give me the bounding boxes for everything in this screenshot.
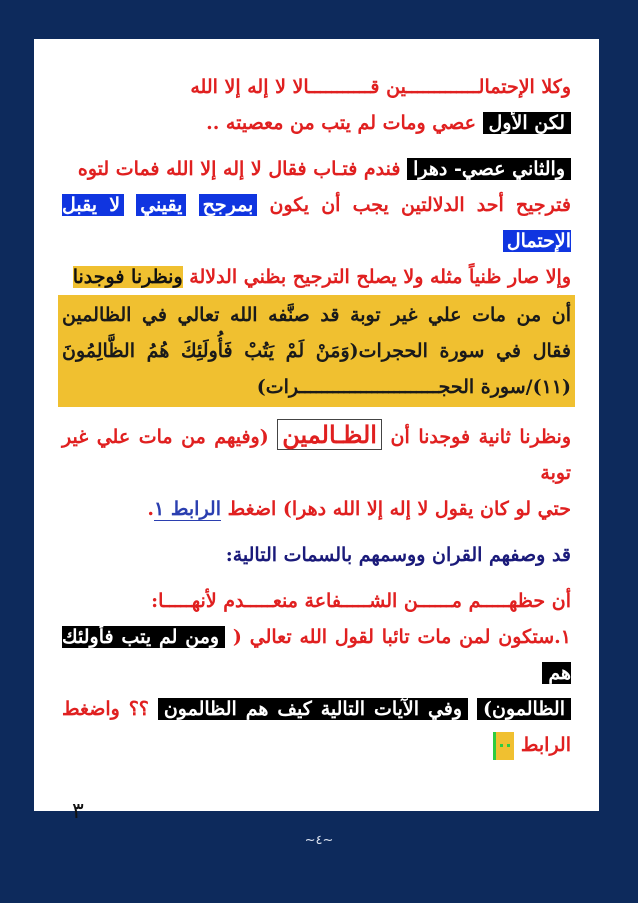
p3-highlight-no-ihtimal: لا يقبل الإحتمال	[62, 194, 571, 252]
paragraph-5: ونظرنا ثانية فوجدنا أن الظـالمين (وفيهم من مات علي غير توبة حتي لو كان يقول لا إله إلا الله دهرا) اضغط الرابط ١.	[62, 420, 572, 520]
page-number: ٣	[72, 799, 84, 824]
p8-highlight-verse-1: ومن لم يتب فأولئك هم	[62, 626, 571, 684]
p1-line1: وكلا الإحتمالـــــــــــــين قـــــــــــالا لا إله إلا الله	[190, 76, 571, 98]
document-page	[34, 39, 599, 824]
p4-text: أن من مات علي غير توبة قد صنَّفه الله تعالي في الظالمين فقال في سورة الحجرات(وَمَنْ لَمْ يَتُبْ فَأُولَئِكَ هُمُ الظَّالِمُونَ (١١)/سورة الحجـــــــــــــــــــــــــرات)	[62, 304, 571, 398]
footer-page-label: ~٤~	[304, 833, 334, 848]
p7-text: أن حظهـــــم مــــــن الشـــــفاعة منعـــــدم لأنهـــــا:	[151, 590, 571, 612]
p5-post: (وفيهم من مات علي غير توبة	[62, 426, 571, 484]
p5-pre: ونظرنا ثانية فوجدنا أن	[390, 426, 572, 448]
p3-seg1: فترجيح أحد الدلالتين يجب أن يكون	[269, 194, 571, 216]
p3-line2: وإلا صار ظنياً مثله ولا يصلح الترجيح بظني الدلالة	[189, 266, 571, 288]
p2-rest: فندم فتـاب فقال لا إله إلا الله فمات لتوه	[77, 158, 401, 180]
paragraph-8	[62, 619, 571, 763]
p5-boxed-zalimin: الظـالمين	[277, 419, 382, 450]
link-1[interactable]: الرابط ١	[154, 498, 222, 520]
p8-highlight-verse-2: الظالمون)	[477, 698, 571, 720]
paragraph-6	[62, 537, 571, 573]
p3-highlight-murajjih: بمرجح	[199, 194, 258, 216]
p6-text: قد وصفهم القران ووسمهم بالسمات التالية:	[225, 544, 571, 566]
p3-line2-tail: ونظرنا فوجدنا	[72, 266, 183, 288]
p3-highlight-yaqini: يقيني	[136, 194, 186, 216]
paragraph-7	[62, 583, 571, 619]
link-dots-icon[interactable]	[493, 732, 514, 760]
p2-highlight-second: والثاني عصي- دهرا	[407, 158, 571, 180]
p1-highlight-first: لكن الأول	[483, 112, 571, 134]
paragraph-4-highlight	[58, 295, 575, 407]
p8-pre: ١.ستكون لمن مات تائبا لقول الله تعالي (	[232, 626, 572, 648]
p8-highlight-verses: وفي الآيات التالية كيف هم الظالمون	[158, 698, 468, 720]
paragraph-3	[62, 187, 571, 295]
p5-line2: حتي لو كان يقول لا إله إلا الله دهرا) اضغط	[227, 498, 571, 520]
paragraph-1	[62, 69, 571, 141]
page-content	[62, 69, 571, 763]
p1-line2: عصي ومات لم يتب من معصيته ..	[206, 112, 476, 134]
p8-post: ؟؟ واضغط الرابط	[62, 698, 571, 756]
paragraph-2	[62, 151, 571, 187]
